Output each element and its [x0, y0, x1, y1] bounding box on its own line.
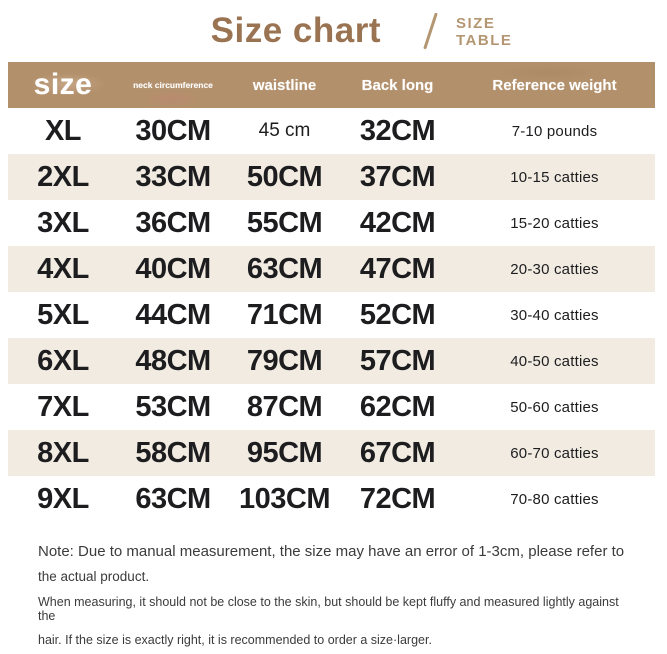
cell-size: 9XL: [37, 482, 89, 515]
table-row: [8, 200, 655, 246]
cell-size: 4XL: [37, 252, 89, 285]
cell-back-long: 47CM: [359, 252, 436, 285]
cell-neck: 33CM: [135, 160, 211, 193]
cell-size: 7XL: [37, 390, 89, 423]
cell-weight: 7-10 pounds: [511, 122, 598, 140]
cell-weight: 10-15 catties: [510, 168, 599, 186]
cell-back-long: 52CM: [359, 298, 436, 331]
cell-back-long: 32CM: [359, 114, 436, 147]
cell-back-long: 42CM: [359, 206, 436, 239]
cell-waistline: 50CM: [246, 160, 323, 193]
cell-back-long: 67CM: [359, 436, 436, 469]
note-line: Note: Due to manual measurement, the size may have an error of 1-3cm, please refer to: [38, 543, 625, 560]
table-row: [8, 430, 655, 476]
note-line: When measuring, it should not be close to the skin, but should be kept fluffy and measured lightly against the: [38, 595, 619, 623]
page-subtitle: [456, 15, 512, 49]
table-row: [8, 292, 655, 338]
cell-neck: 44CM: [135, 298, 211, 331]
note-line: the actual product.: [38, 569, 150, 584]
table-row: [8, 384, 655, 430]
cell-back-long: 62CM: [359, 390, 436, 423]
cell-size: 2XL: [37, 160, 89, 193]
cell-neck: 30CM: [135, 114, 211, 147]
cell-size: 5XL: [37, 298, 89, 331]
cell-size: XL: [44, 114, 82, 147]
column-header-back-long: Back long: [361, 76, 434, 94]
cell-waistline: 63CM: [246, 252, 323, 285]
cell-weight: 30-40 catties: [510, 306, 599, 324]
table-row: [8, 476, 655, 522]
notes-section: [38, 543, 638, 647]
cell-waistline: 79CM: [246, 344, 323, 377]
cell-neck: 58CM: [135, 436, 211, 469]
cell-neck: 53CM: [135, 390, 211, 423]
note-line: hair. If the size is exactly right, it is recommended to order a size·larger.: [38, 633, 432, 647]
column-header-size: size: [33, 68, 93, 101]
page-subtitle-line1: SIZE: [455, 15, 496, 32]
cell-neck: 63CM: [135, 482, 211, 515]
slash-divider-icon: [423, 12, 438, 49]
cell-size: 3XL: [37, 206, 89, 239]
table-row: [8, 154, 655, 200]
table-body: [8, 108, 655, 522]
cell-size: 6XL: [37, 344, 89, 377]
cell-back-long: 37CM: [359, 160, 436, 193]
cell-waistline: 45 cm: [258, 120, 311, 141]
cell-back-long: 57CM: [359, 344, 436, 377]
table-row: [8, 246, 655, 292]
cell-weight: 20-30 catties: [510, 260, 599, 278]
cell-back-long: 72CM: [359, 482, 436, 515]
title-bar: [0, 0, 667, 62]
cell-neck: 40CM: [135, 252, 211, 285]
cell-weight: 60-70 catties: [510, 444, 599, 462]
cell-waistline: 87CM: [246, 390, 323, 423]
size-table: [8, 62, 655, 522]
table-row: [8, 108, 655, 154]
cell-weight: 70-80 catties: [510, 490, 599, 508]
cell-weight: 40-50 catties: [510, 352, 599, 370]
cell-waistline: 71CM: [246, 298, 323, 331]
page-title: Size chart: [210, 11, 381, 50]
cell-neck: 36CM: [135, 206, 211, 239]
cell-waistline: 103CM: [239, 482, 330, 515]
column-header-reference-weight: Reference weight: [492, 76, 617, 94]
cell-weight: 15-20 catties: [510, 214, 599, 232]
cell-size: 8XL: [37, 436, 89, 469]
table-header-row: [8, 62, 655, 108]
cell-waistline: 55CM: [246, 206, 323, 239]
column-header-waistline: waistline: [252, 76, 317, 94]
column-header-neck-circumference: neck circumference: [133, 80, 213, 90]
table-row: [8, 338, 655, 384]
page-subtitle-line2: TABLE: [455, 32, 513, 49]
cell-neck: 48CM: [135, 344, 211, 377]
cell-waistline: 95CM: [246, 436, 323, 469]
cell-weight: 50-60 catties: [510, 398, 599, 416]
